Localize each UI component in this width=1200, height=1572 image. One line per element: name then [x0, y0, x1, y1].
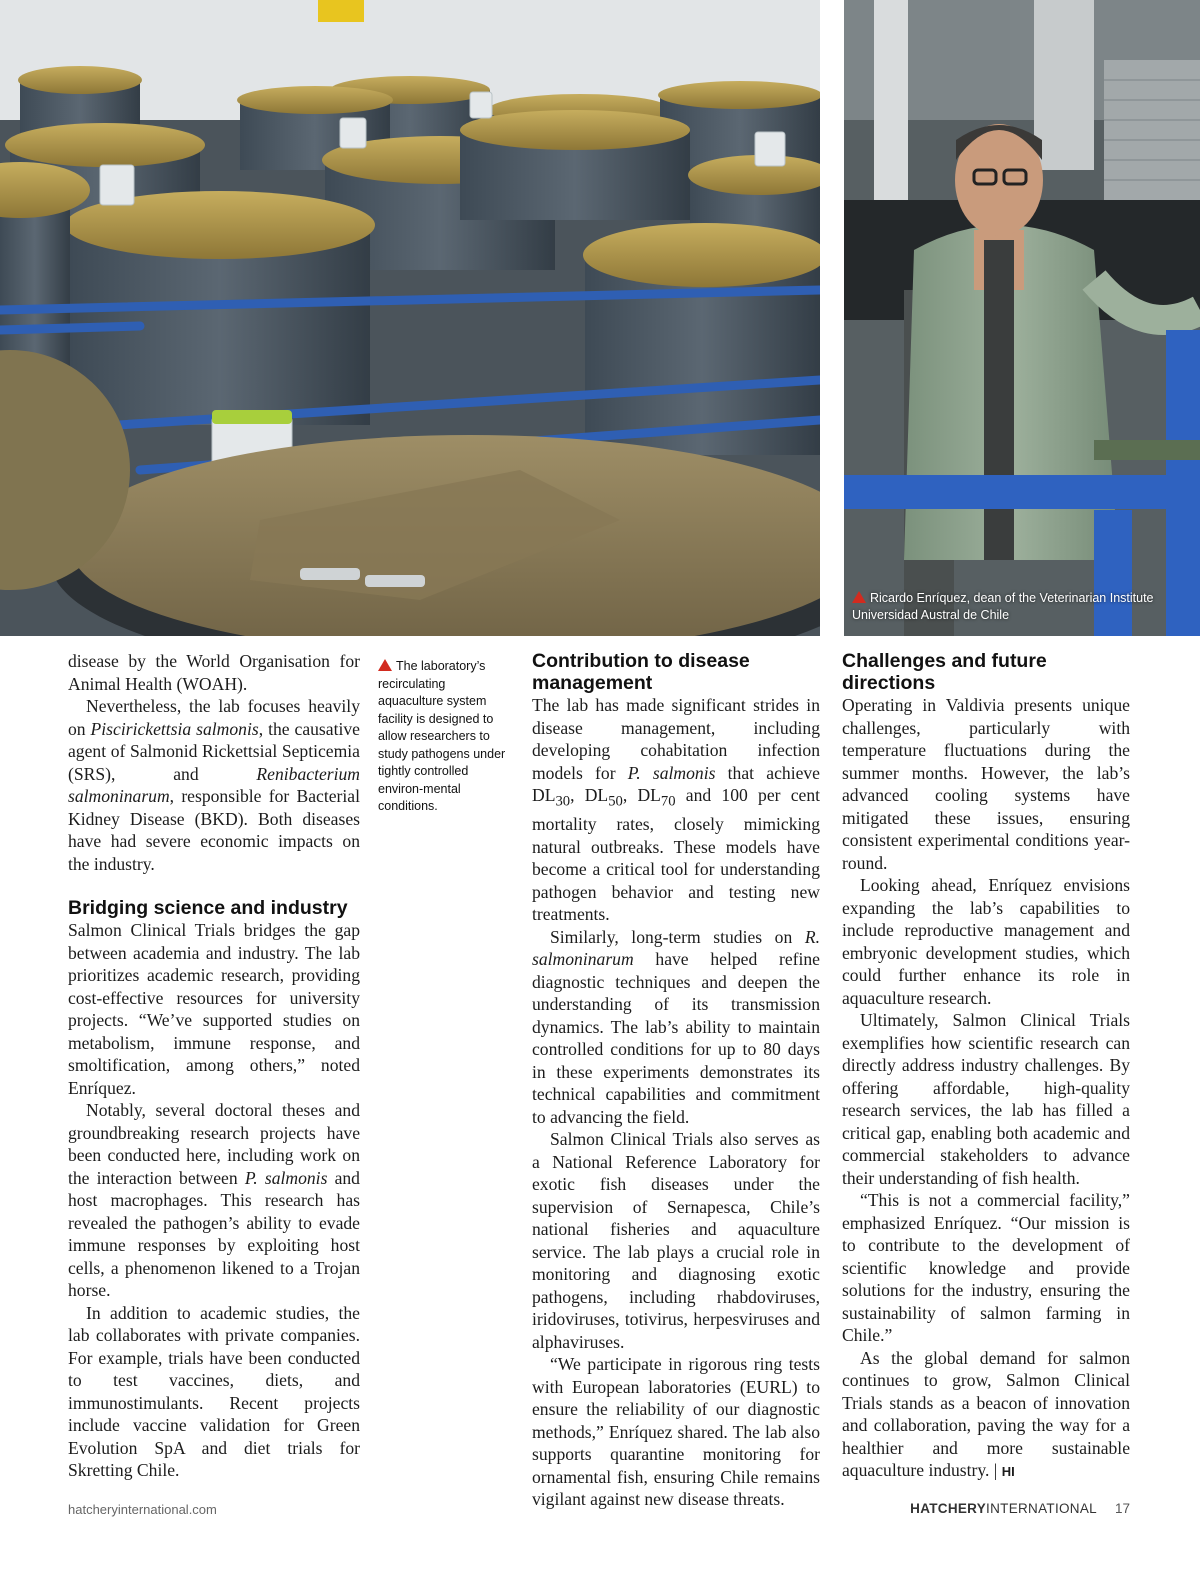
text-run: that achieve DL: [532, 762, 820, 805]
tank-room-photo: [0, 0, 820, 636]
text-run: Notably, several doctoral theses and groundbreaking research projects have been conducted here, including work on the interaction between: [68, 1100, 360, 1188]
subscript: 70: [660, 793, 676, 810]
text-run: , DL: [570, 785, 609, 805]
section-heading: Contribution to disease management: [532, 650, 750, 694]
subscript: 30: [555, 793, 571, 810]
subscript: 50: [608, 793, 623, 810]
species-name: Renibacterium salmoninarum: [68, 763, 360, 806]
tank-room-illustration: [0, 0, 820, 636]
paragraph: “We participate in rigorous ring tests with European laboratories (EURL) to ensure the reliability of our diagnostic methods,” Enríquez shared. The lab also supports quarantine monitoring for ornamental fish, ensuring Chile remains vigilant against new disease threats.: [532, 1354, 820, 1510]
text-run: , responsible for Bacterial Kidney Disease (BKD). Both diseases have had severe economic impacts on the industry.: [68, 786, 360, 874]
footer-folio: [910, 1501, 1130, 1516]
species-name: R. salmoninarum: [532, 926, 820, 970]
text-run: and host macrophages. This research has revealed the pathogen’s ability to evade immune responses by exploiting host cells, a phenomenon likened to a Trojan horse.: [68, 1167, 360, 1300]
portrait-photo: [844, 0, 1200, 636]
article-column-3: [842, 650, 1130, 1484]
paragraph: Salmon Clinical Trials bridges the gap between academia and industry. The lab prioritizes academic research, providing cost-effective resources for university projects. “We’ve supported studies on metabolism, immune response, and smoltification, among others,” noted Enríquez.: [68, 920, 360, 1098]
footer-website-link[interactable]: hatcheryinternational.com: [68, 1502, 217, 1517]
article-column-2: [532, 650, 820, 1511]
text-run: Nevertheless, the lab focuses heavily on: [68, 696, 360, 739]
end-mark: HI: [1001, 1464, 1015, 1479]
portrait-illustration: [844, 0, 1200, 636]
text-run: Similarly, long-term studies on: [550, 926, 805, 947]
species-name: Piscirickettsia salmonis: [90, 718, 259, 739]
paragraph: [68, 1099, 360, 1302]
paragraph: [68, 695, 360, 875]
section-heading: Bridging science and industry: [68, 897, 348, 919]
tank-photo-caption: [378, 658, 513, 816]
paragraph: [532, 926, 820, 1129]
species-name: P. salmonis: [244, 1167, 328, 1188]
text-run: The lab has made significant strides in disease management, including developing cohabitation infection models for: [532, 695, 820, 783]
tank-caption-text: The laboratory’s recirculating aquaculture system facility is designed to allow researchers to study pathogens under tightly controlled environ-mental conditions.: [378, 659, 506, 813]
text-run: , the causative agent of Salmonid Rickettsial Septicemia (SRS), and: [68, 718, 360, 784]
brand-name-bold: HATCHERY: [910, 1501, 987, 1516]
paragraph: [532, 694, 820, 926]
caption-triangle-icon: [852, 591, 866, 603]
paragraph: disease by the World Organisation for Animal Health (WOAH).: [68, 651, 360, 694]
paragraph: In addition to academic studies, the lab collaborates with private companies. For example, trials have been conducted to test vaccines, diets, and immunostimulants. Recent projects include vaccine validation for Green Evolution SpA and diet trials for Skretting Chile.: [68, 1302, 360, 1480]
page-number: 17: [1114, 1501, 1130, 1516]
paragraph: Looking ahead, Enríquez envisions expanding the lab’s capabilities to include reproductive management and embryonic development studies, which could further enhance its role in aquaculture research.: [842, 875, 1130, 1008]
portrait-caption: [852, 590, 1192, 624]
text-run: As the global demand for salmon continues to grow, Salmon Clinical Trials stands as a beacon of innovation and collaboration, paving the way for a healthier and more sustainable aquaculture industry. |: [842, 1347, 1130, 1480]
text-run: have helped refine diagnostic techniques and deepen the understanding of its transmission dynamics. The lab’s ability to maintain controlled conditions for up to 80 days in these experiments demonstrates its technical capabilities and commitment to advancing the field.: [532, 949, 820, 1127]
brand-name-light: INTERNATIONAL: [986, 1501, 1097, 1516]
paragraph: Operating in Valdivia presents unique challenges, particularly with temperature fluctuations during the summer months. However, the lab’s advanced cooling systems have mitigated these issues, ensuring consistent experimental conditions year-round.: [842, 695, 1130, 873]
article-column-1: [68, 650, 360, 1482]
species-name: P. salmonis: [627, 762, 716, 783]
section-heading: Challenges and future directions: [842, 650, 1047, 694]
paragraph: Salmon Clinical Trials also serves as a National Reference Laboratory for exotic fish diseases under the supervision of Sernapesca, Chile’s national fisheries and aquaculture service. The lab plays a crucial role in monitoring and diagnosing exotic pathogens, including rhabdoviruses, iridoviruses, totivirus, herpesviruses and alphaviruses.: [532, 1129, 820, 1352]
portrait-caption-text: Ricardo Enríquez, dean of the Veterinarian Institute Universidad Austral de Chile: [852, 591, 1154, 622]
paragraph: Ultimately, Salmon Clinical Trials exemplifies how scientific research can directly address industry challenges. By offering affordable, high-quality research services, the lab has filled a critical gap, enabling both academic and commercial stakeholders to advance their understanding of fish health.: [842, 1010, 1130, 1188]
caption-triangle-icon: [378, 659, 392, 671]
paragraph: [842, 1347, 1130, 1484]
text-run: , DL: [622, 785, 661, 805]
text-run: and 100 per cent mortality rates, closely mimicking natural outbreaks. These models have become a critical tool for understanding pathogen behavior and testing new treatments.: [532, 785, 821, 925]
paragraph: “This is not a commercial facility,” emphasized Enríquez. “Our mission is to contribute to the development of scientific knowledge and provide solutions for the industry, ensuring the sustainability of salmon farming in Chile.”: [842, 1190, 1130, 1345]
